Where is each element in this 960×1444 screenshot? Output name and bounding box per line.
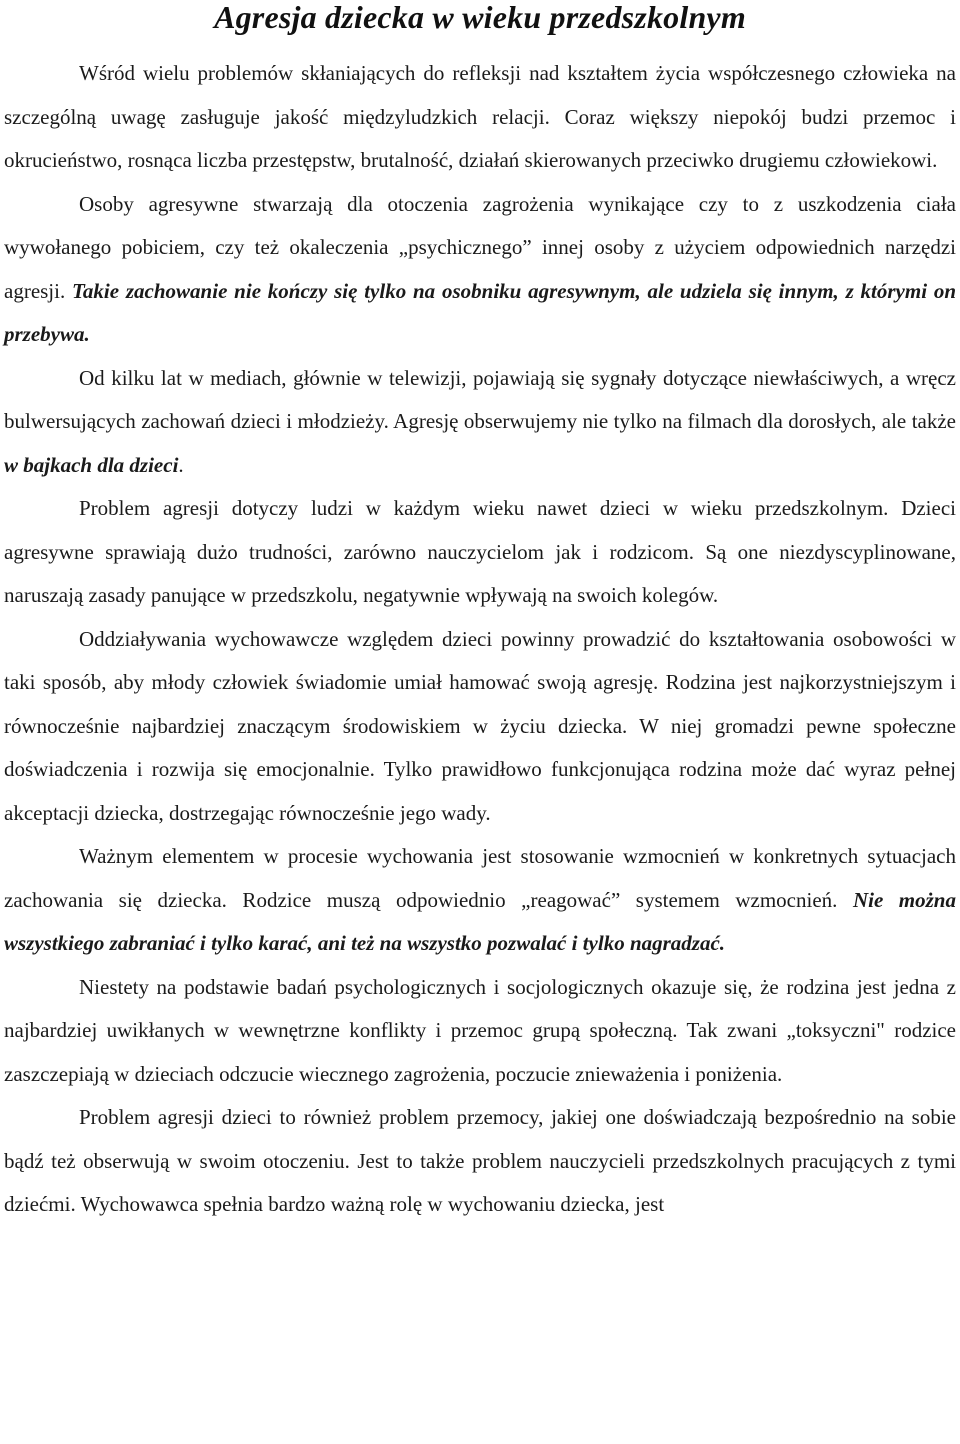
- paragraph-6-text: Ważnym elementem w procesie wychowania jest stosowanie wzmocnień w konkretnych sytuacjach zachowania się dziecka. Rodzice muszą odpowiednio „reagować” systemem wzmocnień.: [4, 844, 956, 912]
- paragraph-6-emphasis: Nie można wszystkiego zabraniać i tylko karać, ani też na wszystko pozwalać i tylko nagradzać.: [4, 887, 956, 955]
- paragraph-3-text: Od kilku lat w mediach, głównie w telewizji, pojawiają się sygnały dotyczące niewłaściwych, a wręcz bulwersujących zachowań dzieci i młodzieży. Agresję obserwujemy nie tylko na filmach dla dorosłych, ale także: [4, 365, 956, 433]
- document-page: [4, 0, 956, 1227]
- paragraph-2-text: Osoby agresywne stwarzają dla otoczenia zagrożenia wynikające czy to z uszkodzenia ciała wywołanego pobiciem, czy też okaleczenia „psychicznego” innej osoby z użyciem odpowiednich narzędzi agresji.: [4, 191, 956, 303]
- document-title: Agresja dziecka w wieku przedszkolnym: [214, 0, 746, 35]
- paragraph-6: [4, 835, 956, 966]
- paragraph-3-end: .: [178, 452, 184, 477]
- paragraph-8: Problem agresji dzieci to również problem przemocy, jakiej one doświadczają bezpośrednio na sobie bądź też obserwują w swoim otoczeniu. Jest to także problem nauczycieli przedszkolnych pracujących z tymi dziećmi. Wychowawca spełnia bardzo ważną rolę w wychowaniu dziecka, jest: [4, 1105, 956, 1216]
- paragraph-5: Oddziaływania wychowawcze względem dzieci powinny prowadzić do kształtowania osobowości w taki sposób, aby młody człowiek świadomie umiał hamować swoją agresję. Rodzina jest najkorzystniejszym i równocześnie najbardziej znaczącym środowiskiem w życiu dziecka. W niej gromadzi pewne społeczne doświadczenia i rozwija się emocjonalnie. Tylko prawidłowo funkcjonująca rodzina może dać wyraz pełnej akceptacji dziecka, dostrzegając równocześnie jego wady.: [4, 626, 956, 825]
- paragraph-4: Problem agresji dotyczy ludzi w każdym wieku nawet dzieci w wieku przedszkolnym. Dzieci agresywne sprawiają dużo trudności, zarówno nauczycielom jak i rodzicom. Są one niezdyscyplinowane, naruszają zasady panujące w przedszkolu, negatywnie wpływają na swoich kolegów.: [4, 496, 956, 607]
- paragraph-1: Wśród wielu problemów skłaniających do refleksji nad kształtem życia współczesnego człowieka na szczególną uwagę zasługuje jakość międzyludzkich relacji. Coraz większy niepokój budzi przemoc i okrucieństwo, rosnąca liczba przestępstw, brutalność, działań skierowanych przeciwko drugiemu człowiekowi.: [4, 61, 956, 172]
- paragraph-2-emphasis: Takie zachowanie nie kończy się tylko na osobniku agresywnym, ale udziela się innym, z którymi on przebywa.: [4, 278, 957, 346]
- paragraph-2: [4, 183, 956, 357]
- paragraph-3-emphasis: w bajkach dla dzieci: [4, 452, 179, 477]
- paragraph-3: [4, 357, 956, 488]
- paragraph-7: Niestety na podstawie badań psychologicznych i socjologicznych okazuje się, że rodzina jest jedna z najbardziej uwikłanych w wewnętrzne konflikty i przemoc grupą społeczną. Tak zwani „toksyczni" rodzice zaszczepiają w dzieciach odczucie wiecznego zagrożenia, poczucie znieważenia i poniżenia.: [4, 974, 956, 1086]
